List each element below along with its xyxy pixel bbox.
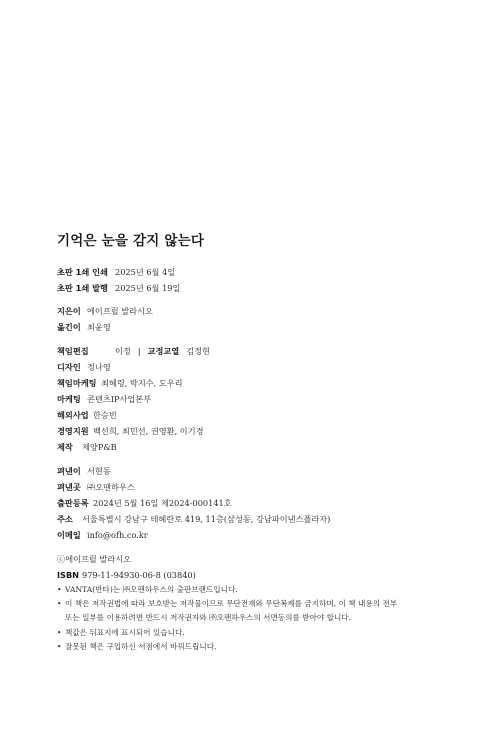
author-name: 에이프릴 발라시오 [87,306,153,316]
overseas-name: 한승빈 [93,410,117,420]
production-value: 제양P&B [82,442,117,452]
overseas-row [57,409,117,421]
proofreader-name: 김정현 [186,346,210,356]
management-names: 백선희, 최민선, 권영환, 이기경 [93,426,204,436]
edition-publish-row [57,282,180,294]
overseas-label: 해외사업 [57,410,89,420]
publishing-house-label: 펴낸곳 [57,482,81,492]
management-label: 경영지원 [57,426,89,436]
registration-row [57,497,232,509]
publisher-name: 서현동 [87,466,111,476]
notes-list [57,583,397,654]
address-row [57,513,330,525]
management-row [57,425,204,437]
production-label: 제작 [57,442,73,452]
editor-name: 이정 [115,346,131,356]
edition-print-label: 초판 1쇄 인쇄 [57,267,108,277]
bullet: • [57,599,62,609]
editor-row [57,345,210,357]
author-label: 지은이 [57,306,81,316]
marketing-label: 마케팅 [57,394,81,404]
bullet: • [57,641,62,651]
bullet: • [57,585,62,594]
publisher-name-row [57,465,111,477]
note-text: 이 책은 저작권법에 따라 보호받는 저작물이므로 무단전재와 무단복제를 금지하며, 이 책 내용의 전부 [65,599,398,609]
author-row [57,305,153,317]
lead-marketing-names: 최혜령, 박지수, 도우리 [101,378,183,388]
email-label: 이메일 [57,530,81,540]
lead-marketing-row [57,377,183,389]
copyright-holder: ⓒ에이프릴 발라시오 [57,554,132,564]
publishing-house-row [57,481,135,493]
publisher-label: 펴낸이 [57,466,81,476]
production-row [57,441,117,453]
lead-marketing-label: 책임마케팅 [57,378,97,388]
marketing-row [57,393,151,405]
registration-label: 출판등록 [57,498,89,508]
isbn-label: ISBN [57,570,80,580]
registration-value: 2024년 5월 16일 제2024-000141호 [93,498,232,508]
edition-print-date: 2025년 6월 4일 [115,267,176,277]
address-value: 서울특별시 강남구 테헤란로 419, 11층(삼성동, 강남파이낸스플라자) [82,514,331,524]
book-title: 기억은 눈을 감지 않는다 [57,233,205,249]
translator-name: 최윤영 [87,322,111,332]
note-item [57,626,397,640]
note-item [57,583,397,597]
isbn-value: 979-11-94930-06-8 (03840) [82,570,196,580]
note-item [57,597,397,625]
note-text-continued: 또는 일부를 이용하려면 반드시 저작권자와 ㈜오팬하우스의 서면동의를 받아야 합니다. [65,613,352,623]
edition-publish-date: 2025년 6월 19일 [115,283,181,293]
designer-name: 정나영 [87,362,111,372]
copyright-row [57,553,131,565]
note-text: 잘못된 책은 구입하신 서점에서 바꿔드립니다. [65,641,217,651]
note-item [57,640,397,654]
edition-publish-label: 초판 1쇄 발행 [57,283,108,293]
address-label: 주소 [57,514,73,524]
proofreader-label: 교정교열 [147,346,180,356]
translator-row [57,321,111,333]
note-text: 책값은 뒤표지에 표시되어 있습니다. [65,627,185,637]
publishing-house-name: ㈜오팬하우스 [87,482,135,492]
designer-label: 디자인 [57,362,81,372]
note-text: VANTA(반타)는 ㈜오팬하우스의 출판브랜드입니다. [65,585,238,594]
email-value: info@ofh.co.kr [87,530,148,540]
email-row [57,529,148,541]
translator-label: 옮긴이 [57,322,81,332]
editor-label: 책임편집 [57,346,89,356]
bullet: • [57,627,62,637]
edition-print-row [57,266,175,278]
marketing-value: 콘텐츠IP사업본부 [87,394,152,404]
designer-row [57,361,111,373]
isbn-row [57,569,196,581]
separator: | [137,346,141,356]
